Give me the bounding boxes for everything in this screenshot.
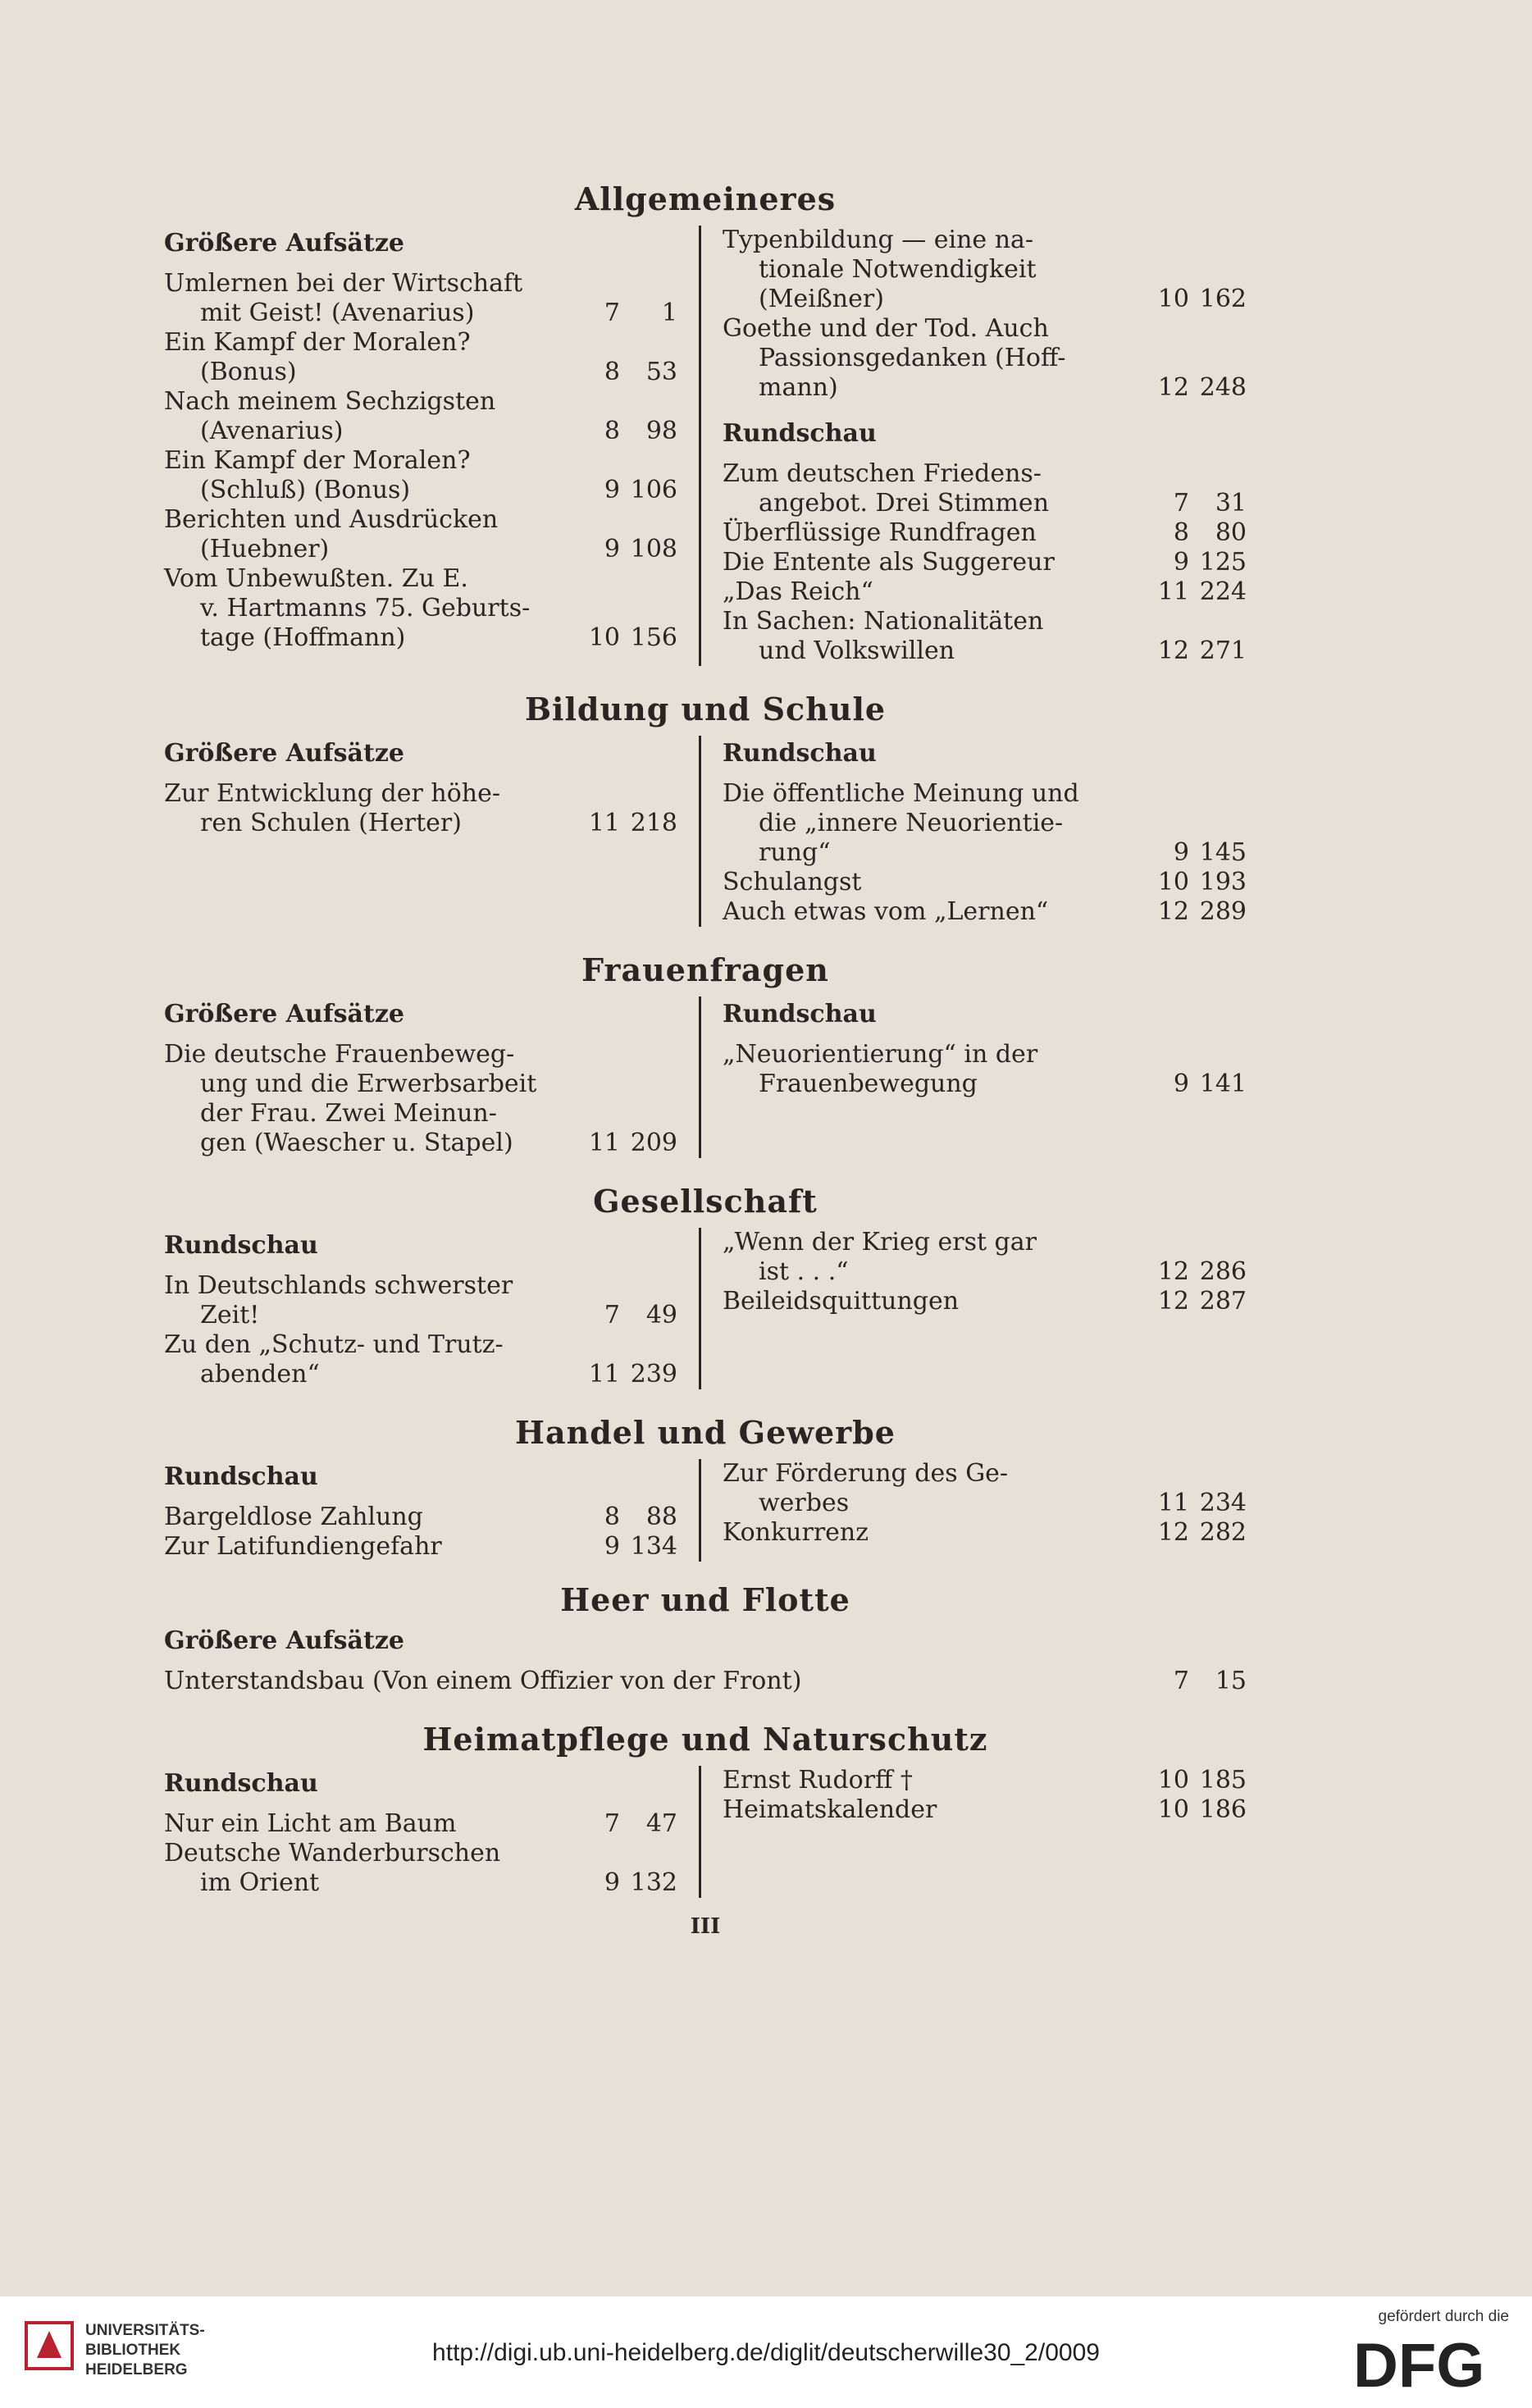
- index-entry-line: [164, 535, 677, 564]
- entry-title: Umlernen bei der Wirtschaft: [164, 269, 523, 298]
- entry-page: 209: [630, 1129, 677, 1157]
- entry-page: 80: [1215, 518, 1247, 547]
- funding-note: gefördert durch die: [1378, 2308, 1509, 2325]
- entry-volume: 8: [1173, 518, 1189, 547]
- entry-title: Beileidsquittungen: [723, 1287, 960, 1316]
- index-entry-line: [723, 314, 1247, 344]
- entry-title: Goethe und der Tod. Auch: [723, 314, 1049, 343]
- entry-volume: 7: [1173, 489, 1189, 518]
- entry-page: 47: [645, 1809, 677, 1838]
- section-title: Heimatpflege und Naturschutz: [422, 1721, 988, 1758]
- spacer: [723, 403, 1247, 416]
- index-entry-line: [723, 518, 1247, 548]
- entry-title: und Volkswillen: [759, 636, 955, 665]
- entry-page: 49: [645, 1301, 677, 1329]
- entry-volume: 8: [604, 417, 620, 445]
- index-entry-line: [164, 779, 677, 809]
- entry-title: Typenbildung — eine na-: [723, 226, 1034, 254]
- two-column-index: [164, 1766, 1247, 1898]
- index-entry-line: [164, 1099, 677, 1129]
- entry-page: 239: [630, 1360, 677, 1389]
- index-entry-line: [164, 1360, 677, 1389]
- entry-page: 88: [645, 1503, 677, 1531]
- index-entry-line: [723, 1795, 1247, 1825]
- entry-volume: 11: [1157, 577, 1189, 606]
- entry-title: ung und die Erwerbsarbeit: [200, 1069, 537, 1098]
- entry-volume: 8: [604, 1503, 620, 1531]
- entry-volume: 12: [1157, 897, 1189, 926]
- entry-title: Frauenbewegung: [759, 1069, 978, 1098]
- entry-title: Berichten und Ausdrücken: [164, 505, 499, 534]
- dfg-logo-icon: [1353, 2333, 1509, 2395]
- two-column-index: [164, 1459, 1247, 1562]
- entry-volume: 9: [604, 1868, 620, 1897]
- entry-title: Zeit!: [200, 1301, 260, 1329]
- entry-volume: 12: [1157, 1518, 1189, 1547]
- index-entry-line: [164, 1532, 677, 1562]
- entry-title: werbes: [759, 1489, 850, 1517]
- entry-volume: 12: [1157, 373, 1189, 402]
- index-section: [164, 1183, 1247, 1389]
- entry-title: Passionsgedanken (Hoff-: [759, 344, 1066, 372]
- entry-page: 53: [645, 358, 677, 386]
- entry-title: In Deutschlands schwerster: [164, 1271, 513, 1300]
- entry-title: Schulangst: [723, 868, 862, 896]
- entry-page: 271: [1199, 636, 1247, 665]
- entry-title: Ein Kampf der Moralen?: [164, 446, 471, 475]
- entry-title: ren Schulen (Herter): [200, 809, 462, 837]
- section-title: Allgemeineres: [574, 180, 837, 217]
- entry-title: v. Hartmanns 75. Geburts-: [200, 594, 531, 623]
- section-title: Handel und Gewerbe: [515, 1414, 896, 1451]
- entry-title: angebot. Drei Stimmen: [759, 489, 1050, 518]
- index-section: [164, 691, 1247, 927]
- entry-title: mann): [759, 373, 838, 402]
- index-entry-line: [164, 1069, 677, 1099]
- entry-page: 162: [1199, 285, 1247, 313]
- institution-line: HEIDELBERG: [85, 2361, 188, 2378]
- index-entry-line: [723, 636, 1247, 666]
- entry-page: 287: [1199, 1287, 1247, 1316]
- index-entry-line: [723, 1489, 1247, 1518]
- entry-volume: 11: [1157, 1489, 1189, 1517]
- entry-title: Ein Kampf der Moralen?: [164, 328, 471, 357]
- entry-title: Die Entente als Suggereur: [723, 548, 1055, 577]
- entry-volume: 9: [604, 1532, 620, 1561]
- entry-title: der Frau. Zwei Meinun-: [200, 1099, 497, 1128]
- column-subheading: Rundschau: [723, 1000, 877, 1028]
- left-column: [164, 226, 701, 666]
- two-column-index: [164, 736, 1247, 927]
- institution-line: BIBLIOTHEK: [85, 2342, 181, 2359]
- entry-title: abenden“: [200, 1360, 320, 1389]
- index-entry-line: [723, 489, 1247, 518]
- index-entry-line: [723, 577, 1247, 607]
- right-column: [701, 996, 1247, 1158]
- entry-page: 98: [645, 417, 677, 445]
- entry-volume: 11: [588, 809, 620, 837]
- index-entry-line: [723, 1287, 1247, 1316]
- index-entry-line: [164, 505, 677, 535]
- page-url[interactable]: http://digi.ub.uni-heidelberg.de/diglit/deutscherwille30_2/0009: [432, 2339, 1100, 2366]
- entry-title: Nach meinem Sechzigsten: [164, 387, 496, 416]
- entry-page: 15: [1215, 1667, 1247, 1695]
- entry-volume: 10: [1157, 285, 1189, 313]
- entry-title: Nur ein Licht am Baum: [164, 1809, 457, 1838]
- column-subheading: Rundschau: [164, 1769, 318, 1798]
- section-title: Bildung und Schule: [524, 691, 887, 727]
- institution-line: UNIVERSITÄTS-: [85, 2322, 205, 2339]
- entry-volume: 10: [1157, 1795, 1189, 1824]
- entry-volume: 9: [604, 476, 620, 504]
- entry-volume: 12: [1157, 1287, 1189, 1316]
- svg-text:DFG: DFG: [1353, 2333, 1485, 2395]
- entry-title: Konkurrenz: [723, 1518, 869, 1547]
- entry-title: tionale Notwendigkeit: [759, 255, 1037, 284]
- entry-volume: 10: [1157, 868, 1189, 896]
- entry-title: Vom Unbewußten. Zu E.: [164, 564, 468, 593]
- entry-page: 1: [661, 299, 677, 327]
- section-title: Frauenfragen: [581, 951, 829, 988]
- entry-title: Auch etwas vom „Lernen“: [723, 897, 1049, 926]
- column-subheading: Rundschau: [723, 739, 877, 768]
- index-entry-line: [164, 387, 677, 417]
- entry-volume: 7: [604, 1809, 620, 1838]
- index-entry-line: [723, 868, 1247, 897]
- entry-title: Zum deutschen Friedens-: [723, 459, 1042, 488]
- entry-volume: 7: [1173, 1667, 1189, 1695]
- two-column-index: [164, 226, 1247, 666]
- index-entry-line: [723, 1228, 1247, 1257]
- entry-volume: 8: [604, 358, 620, 386]
- index-entry-line: [164, 476, 677, 505]
- index-entry-line: [723, 1257, 1247, 1287]
- section-title: Gesellschaft: [593, 1183, 818, 1220]
- entry-page: 282: [1199, 1518, 1247, 1547]
- index-entry-line: [723, 255, 1247, 285]
- index-entry-line: [723, 809, 1247, 838]
- index-entry-line: [723, 1518, 1247, 1548]
- full-width-column: [164, 1626, 1247, 1696]
- entry-volume: 9: [604, 535, 620, 563]
- entry-page: 289: [1199, 897, 1247, 926]
- entry-title: Zur Entwicklung der höhe-: [164, 779, 500, 808]
- column-subheading: Rundschau: [164, 1231, 318, 1260]
- entry-title: „Wenn der Krieg erst gar: [723, 1228, 1037, 1256]
- entry-volume: 9: [1173, 838, 1189, 867]
- entry-page: 134: [630, 1532, 677, 1561]
- index-entry-line: [164, 1667, 1247, 1696]
- entry-volume: 7: [604, 1301, 620, 1329]
- index-entry-line: [164, 358, 677, 387]
- column-subheading: Rundschau: [723, 419, 877, 448]
- index-entry-line: [723, 459, 1247, 489]
- entry-page: 156: [630, 623, 677, 652]
- left-column: [164, 736, 701, 927]
- index-entry-line: [164, 623, 677, 653]
- entry-title: (Bonus): [200, 358, 297, 386]
- index-entry-line: [164, 564, 677, 594]
- index-entry-line: [164, 446, 677, 476]
- entry-page: 31: [1215, 489, 1247, 518]
- index-entry-line: [723, 1459, 1247, 1489]
- entry-title: im Orient: [200, 1868, 320, 1897]
- entry-page: 185: [1199, 1766, 1247, 1795]
- column-subheading: Rundschau: [164, 1462, 318, 1491]
- page-number: III: [690, 1914, 721, 1939]
- section-title: Heer und Flotte: [560, 1581, 850, 1618]
- index-entry-line: [723, 548, 1247, 577]
- index-entry-line: [164, 594, 677, 623]
- right-column: [701, 736, 1247, 927]
- entry-title: Die deutsche Frauenbeweg-: [164, 1040, 515, 1069]
- entry-title: gen (Waescher u. Stapel): [200, 1129, 513, 1157]
- index-entry-line: [164, 1040, 677, 1069]
- entry-volume: 12: [1157, 1257, 1189, 1286]
- entry-volume: 12: [1157, 636, 1189, 665]
- left-column: [164, 1228, 701, 1389]
- index-section: [164, 1721, 1247, 1898]
- entry-page: 108: [630, 535, 677, 563]
- entry-title: ist . . .“: [759, 1257, 849, 1286]
- entry-title: Ernst Rudorff †: [723, 1766, 913, 1795]
- index-entry-line: [164, 299, 677, 328]
- index-entry-line: [164, 417, 677, 446]
- entry-title: (Schluß) (Bonus): [200, 476, 411, 504]
- right-column: [701, 1459, 1247, 1562]
- entry-volume: 11: [588, 1360, 620, 1389]
- entry-title: „Das Reich“: [723, 577, 873, 606]
- index-entry-line: [164, 1503, 677, 1532]
- entry-volume: 10: [588, 623, 620, 652]
- index-section: [164, 951, 1247, 1158]
- index-entry-line: [723, 285, 1247, 314]
- entry-page: 141: [1199, 1069, 1247, 1098]
- entry-title: Die öffentliche Meinung und: [723, 779, 1079, 808]
- entry-volume: 10: [1157, 1766, 1189, 1795]
- index-entry-line: [164, 269, 677, 299]
- entry-page: 218: [630, 809, 677, 837]
- entry-page: 132: [630, 1868, 677, 1897]
- column-subheading: Größere Aufsätze: [164, 739, 404, 768]
- entry-title: mit Geist! (Avenarius): [200, 299, 475, 327]
- entry-page: 248: [1199, 373, 1247, 402]
- entry-volume: 7: [604, 299, 620, 327]
- index-entry-line: [164, 1129, 677, 1158]
- entry-page: 145: [1199, 838, 1247, 867]
- entry-volume: 11: [588, 1129, 620, 1157]
- column-subheading: Größere Aufsätze: [164, 1626, 404, 1655]
- entry-title: die „innere Neuorientie-: [759, 809, 1064, 837]
- entry-title: Zur Latifundiengefahr: [164, 1532, 442, 1561]
- index-entry-line: [723, 607, 1247, 636]
- index-entry-line: [164, 328, 677, 358]
- entry-title: Bargeldlose Zahlung: [164, 1503, 423, 1531]
- entry-title: Zu den „Schutz- und Trutz-: [164, 1330, 504, 1359]
- viewer-footer: [0, 2296, 1532, 2408]
- index-section: [164, 180, 1247, 666]
- entry-title: Unterstandsbau (Von einem Offizier von der Front): [164, 1667, 802, 1695]
- right-column: [701, 1228, 1247, 1389]
- entry-page: 286: [1199, 1257, 1247, 1286]
- index-entry-line: [723, 1766, 1247, 1795]
- index-entry-line: [723, 779, 1247, 809]
- left-column: [164, 1766, 701, 1898]
- entry-volume: 9: [1173, 1069, 1189, 1098]
- index-entry-line: [723, 344, 1247, 373]
- entry-title: Zur Förderung des Ge-: [723, 1459, 1009, 1488]
- right-column: [701, 1766, 1247, 1898]
- index-entry-line: [164, 1809, 677, 1839]
- index-entry-line: [164, 1271, 677, 1301]
- index-entry-line: [723, 226, 1247, 255]
- index-entry-line: [164, 809, 677, 838]
- entry-volume: 9: [1173, 548, 1189, 577]
- index-content: [164, 180, 1247, 1939]
- index-entry-line: [723, 838, 1247, 868]
- two-column-index: [164, 996, 1247, 1158]
- index-section: [164, 1414, 1247, 1562]
- entry-page: 234: [1199, 1489, 1247, 1517]
- entry-title: Deutsche Wanderburschen: [164, 1839, 501, 1868]
- left-column: [164, 1459, 701, 1562]
- index-section: [164, 1581, 1247, 1696]
- entry-title: rung“: [759, 838, 831, 867]
- entry-title: In Sachen: Nationalitäten: [723, 607, 1044, 636]
- entry-page: 186: [1199, 1795, 1247, 1824]
- entry-page: 193: [1199, 868, 1247, 896]
- entry-page: 224: [1199, 577, 1247, 606]
- index-entry-line: [723, 373, 1247, 403]
- entry-title: tage (Hoffmann): [200, 623, 406, 652]
- index-entry-line: [723, 1040, 1247, 1069]
- column-subheading: Größere Aufsätze: [164, 229, 404, 258]
- entry-title: Heimatskalender: [723, 1795, 937, 1824]
- entry-title: (Huebner): [200, 535, 330, 563]
- two-column-index: [164, 1228, 1247, 1389]
- column-subheading: Größere Aufsätze: [164, 1000, 404, 1028]
- index-entry-line: [164, 1301, 677, 1330]
- entry-page: 106: [630, 476, 677, 504]
- entry-page: 125: [1199, 548, 1247, 577]
- index-entry-line: [164, 1330, 677, 1360]
- index-entry-line: [723, 897, 1247, 927]
- index-entry-line: [164, 1868, 677, 1898]
- left-column: [164, 996, 701, 1158]
- index-entry-line: [164, 1839, 677, 1868]
- entry-title: (Meißner): [759, 285, 884, 313]
- index-entry-line: [723, 1069, 1247, 1099]
- right-column: [701, 226, 1247, 666]
- entry-title: (Avenarius): [200, 417, 344, 445]
- entry-title: Überflüssige Rundfragen: [723, 518, 1037, 547]
- entry-title: „Neuorientierung“ in der: [723, 1040, 1038, 1069]
